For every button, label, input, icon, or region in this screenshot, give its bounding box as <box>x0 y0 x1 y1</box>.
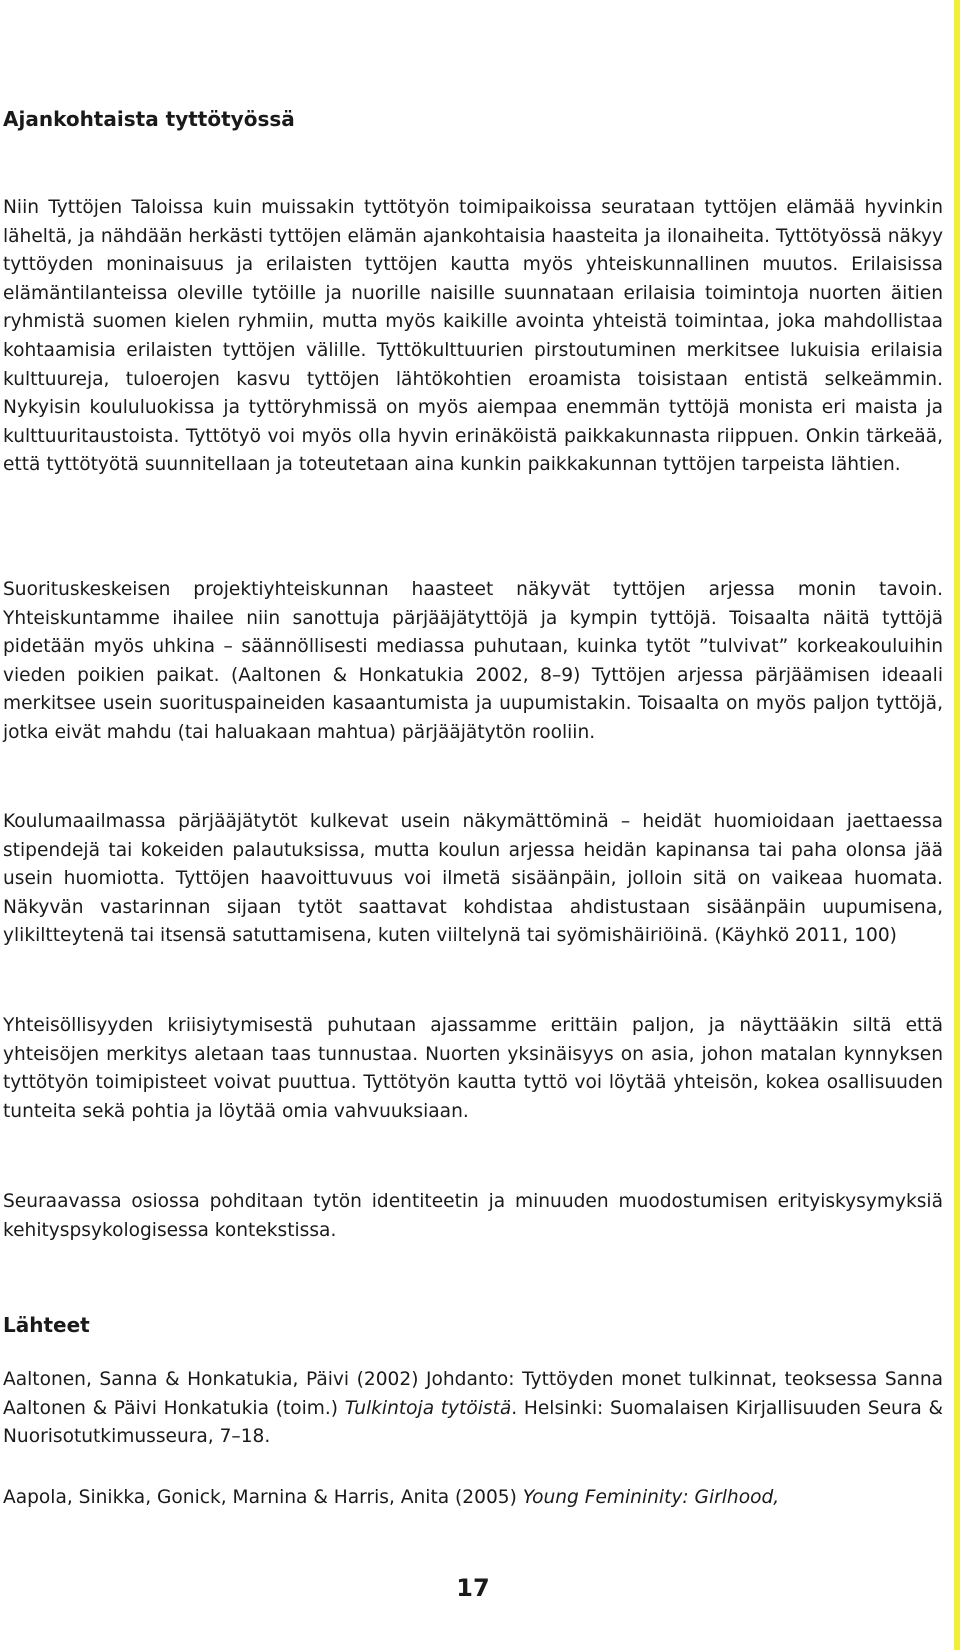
reference-item <box>3 1484 943 1513</box>
body-paragraph-1: Niin Tyttöjen Taloissa kuin muissakin tyttötyön toimipaikoissa seurataan tyttöjen elämää hyvinkin läheltä, ja nähdään herkästi tyttöjen elämän ajankohtaisia haasteita ja ilonaiheita. Tyttötyössä näkyy tyttöyden moninaisuus ja erilaisten tyttöjen kautta myös yhteiskunnallinen muutos. Erilaisissa elämäntilanteissa oleville tytöille ja nuorille naisille suunnataan erilaisia toimintoja nuorten äitien ryhmistä suomen kielen ryhmiin, mutta myös kaikille avointa yhteistä toimintaa, joka mahdollistaa kohtaamisia erilaisten tyttöjen välille. Tyttökulttuurien pirstoutuminen merkitsee lukuisia erilaisia kulttuureja, tuloerojen kasvu tyttöjen lähtökohtien eroamista toisistaan entistä selkeämmin. Nykyisin koululuokissa ja tyttöryhmissä on myös aiempaa enemmän tyttöjä monista eri maista ja kulttuuritaustoista. Tyttötyö voi myös olla hyvin erinäköistä paikkakunnasta riippuen. Onkin tärkeää, että tyttötyötä suunnitellaan ja toteutetaan aina kunkin paikkakunnan tyttöjen tarpeista lähtien. <box>3 197 943 476</box>
references-heading: Lähteet <box>3 1313 90 1337</box>
body-paragraph-4: Yhteisöllisyyden kriisiytymisestä puhutaan ajassamme erittäin paljon, ja näyttääkin siltä että yhteisöjen merkitys aletaan taas tunnustaa. Nuorten yksinäisyys on asia, johon matalan kynnyksen tyttötyön toimipisteet voivat puuttua. Tyttötyön kautta tyttö voi löytää yhteisön, kokea osallisuuden tunteita sekä pohtia ja löytää omia vahvuuksiaan. <box>3 1015 943 1122</box>
reference-text: Aaltonen, Sanna & Honkatukia, Päivi (2002) Johdanto: Tyttöyden monet tulkinnat, teoksessa Sanna Aaltonen & Päivi Honkatukia (toim.) <box>3 1369 943 1419</box>
section-heading: Ajankohtaista tyttötyössä <box>3 107 295 131</box>
page-number: 17 <box>456 1574 490 1602</box>
yellow-margin-bar <box>954 0 960 1650</box>
reference-title: Tulkintoja tytöistä <box>344 1397 512 1419</box>
body-paragraph-2: Suorituskeskeisen projektiyhteiskunnan haasteet näkyvät tyttöjen arjessa monin tavoin. Yhteiskuntamme ihailee niin sanottuja pärjääjätyttöjä ja kympin tyttöjä. Toisaalta näitä tyttöjä pidetään myös uhkina – säännöllisesti mediassa puhutaan, kuinka tytöt ”tulvivat” korkeakouluihin vieden poikien paikat. (Aaltonen & Honkatukia 2002, 8–9) Tyttöjen arjessa pärjäämisen ideaali merkitsee usein suorituspaineiden kasaantumista ja uupumistakin. Toisaalta on myös paljon tyttöjä, jotka eivät mahdu (tai haluakaan mahtua) pärjääjätytön rooliin. <box>3 579 943 743</box>
reference-text: Aapola, Sinikka, Gonick, Marnina & Harris, Anita (2005) <box>3 1487 523 1508</box>
body-paragraph-3: Koulumaailmassa pärjääjätytöt kulkevat usein näkymättöminä – heidät huomioidaan jaettaessa stipendejä tai kokeiden palautuksissa, mutta koulun arjessa heidän kapinansa tai paha olonsa jää usein huomiotta. Tyttöjen haavoittuvuus voi ilmetä sisäänpäin, jolloin sitä on vaikeaa huomata. Näkyvän vastarinnan sijaan tytöt saattavat kohdistaa ahdistustaan sisäänpäin uupumisena, ylikiltteytenä tai itsensä satuttamisena, kuten viiltelynä tai syömishäiriöinä. (Käyhkö 2011, 100) <box>3 811 943 947</box>
reference-text-tail: . Helsinki: Suomalaisen Kirjallisuuden Seura & Nuorisotutkimusseura, 7–18. <box>3 1397 944 1448</box>
reference-item <box>3 1366 943 1452</box>
body-paragraph-5: Seuraavassa osiossa pohditaan tytön identiteetin ja minuuden muodostumisen erityiskysymyksiä kehityspsykologisessa kontekstissa. <box>3 1191 943 1241</box>
reference-title: Young Femininity: Girlhood, <box>522 1487 780 1508</box>
